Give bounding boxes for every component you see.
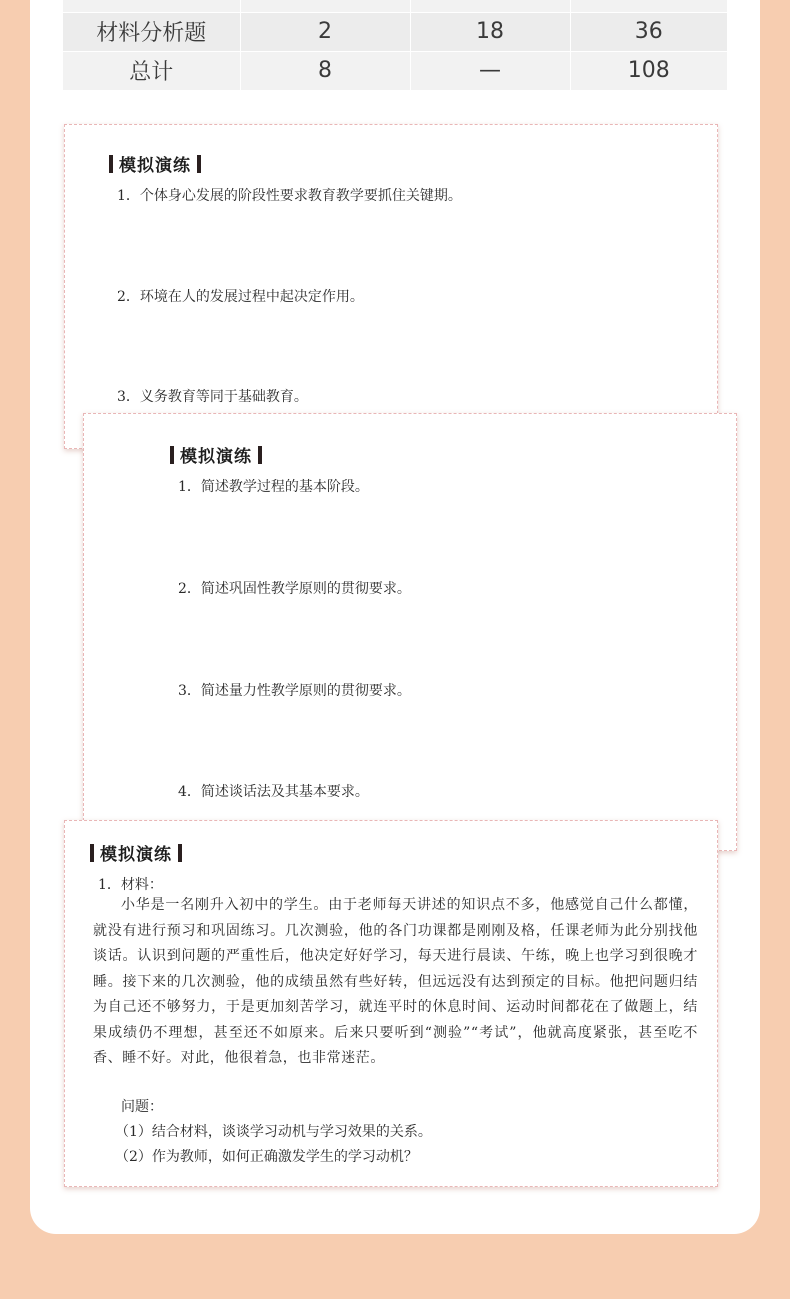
table-cell: 8	[240, 51, 410, 90]
table-cell: 材料分析题	[63, 12, 240, 51]
summary-table	[63, 0, 727, 91]
question-item-2: 2．简述巩固性教学原则的贯彻要求。	[178, 581, 411, 597]
card-heading	[90, 840, 182, 865]
table-cell	[570, 0, 727, 12]
heading-bar-left	[90, 844, 94, 862]
practice-card-2	[83, 413, 737, 851]
table-row	[63, 51, 727, 90]
question-item-3: 3．简述量力性教学原则的贯彻要求。	[178, 683, 411, 699]
heading-bar-right	[258, 446, 262, 464]
sub-question-2: （2）作为教师，如何正确激发学生的学习动机？	[115, 1149, 418, 1165]
practice-card-1	[64, 124, 718, 449]
table-cell: 总计	[63, 51, 240, 90]
card-heading	[109, 151, 201, 176]
material-paragraph: 小华是一名刚升入初中的学生。由于老师每天讲述的知识点不多，他感觉自己什么都懂，就没有进行预习和巩固练习。几次测验，他的各门功课都是刚刚及格，任课老师为此分别找他谈话。认识到问题的严重性后，他决定好好学习，每天进行晨读、午练，晚上也学习到很晚才睡。接下来的几次测验，他的成绩虽然有些好转，但远远没有达到预定的目标。他把问题归结为自己还不够努力，于是更加刻苦学习，就连平时的休息时间、运动时间都花在了做题上，结果成绩仍不理想，甚至还不如原来。后来只要听到“测验”“考试”，他就高度紧张，甚至吃不香、睡不好。对此，他很着急，也非常迷茫。	[93, 897, 698, 1066]
table-cell: 108	[570, 51, 727, 90]
heading-bar-right	[197, 155, 201, 173]
question-label: 问题：	[121, 1099, 163, 1115]
sub-question-1: （1）结合材料，谈谈学习动机与学习效果的关系。	[115, 1124, 432, 1140]
question-item-1: 1．个体身心发展的阶段性要求教育教学要抓住关键期。	[117, 188, 462, 204]
card-heading-text: 模拟演练	[180, 447, 252, 467]
question-item-3: 3．义务教育等同于基础教育。	[117, 389, 308, 405]
table-cell: 2	[240, 12, 410, 51]
practice-card-3	[64, 820, 718, 1187]
table-row-cropped	[63, 0, 727, 12]
question-item-4: 4．简述谈话法及其基本要求。	[178, 784, 369, 800]
heading-bar-left	[170, 446, 174, 464]
card-heading	[170, 442, 262, 467]
table-cell: 36	[570, 12, 727, 51]
question-item-2: 2．环境在人的发展过程中起决定作用。	[117, 289, 364, 305]
table-cell	[63, 0, 240, 12]
card-heading-text: 模拟演练	[119, 156, 191, 176]
table-cell: —	[410, 51, 570, 90]
card-heading-text: 模拟演练	[100, 845, 172, 865]
table-row	[63, 12, 727, 51]
table-cell: 18	[410, 12, 570, 51]
heading-bar-left	[109, 155, 113, 173]
question-item-1: 1．简述教学过程的基本阶段。	[178, 479, 369, 495]
heading-bar-right	[178, 844, 182, 862]
table-cell	[410, 0, 570, 12]
material-label: 1．材料：	[98, 877, 163, 893]
table-cell	[240, 0, 410, 12]
